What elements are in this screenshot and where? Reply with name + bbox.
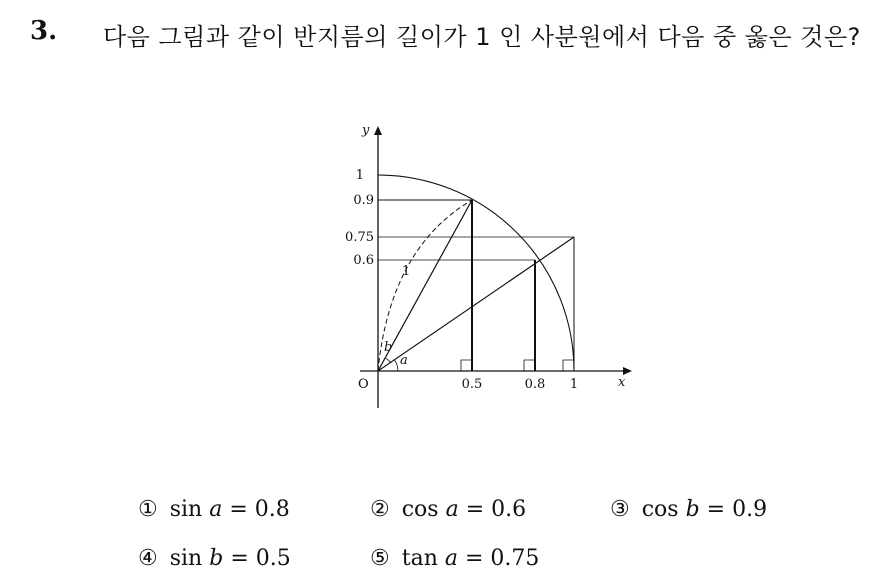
choice-3[interactable]: ③ cos b = 0.9 [610, 497, 768, 522]
choice-5[interactable]: ⑤ tan a = 0.75 [370, 546, 540, 571]
choice-mark: ③ [610, 497, 630, 522]
x-tick-08: 0.8 [524, 377, 546, 392]
right-angle-05 [461, 360, 472, 371]
choice-2[interactable]: ② cos a = 0.6 [370, 497, 527, 522]
choice-mark: ⑤ [370, 546, 390, 571]
y-axis-label: y [362, 123, 370, 138]
choice-1[interactable]: ① sin a = 0.8 [138, 497, 290, 522]
angle-arc-a [395, 360, 399, 371]
y-tick-1: 1 [355, 168, 364, 183]
angle-a-label: a [400, 353, 408, 368]
angle-arc-b [385, 358, 391, 363]
y-axis-arrow [374, 126, 382, 135]
question-text: 다음 그림과 같이 반지름의 길이가 1 인 사분원에서 다음 중 옳은 것은? [103, 23, 861, 51]
x-tick-1: 1 [569, 377, 579, 392]
y-tick-06: 0.6 [353, 253, 374, 268]
angle-b-label: b [384, 340, 393, 355]
ray-to-075 [378, 237, 574, 371]
choice-mark: ② [370, 497, 390, 522]
question-number: 3. [30, 16, 58, 46]
y-tick-09: 0.9 [353, 193, 374, 208]
x-axis-label: x [618, 375, 626, 390]
x-axis-arrow [623, 367, 632, 375]
quarter-circle-figure [320, 118, 650, 418]
choice-4[interactable]: ④ sin b = 0.5 [138, 546, 291, 571]
x-tick-05: 0.5 [461, 377, 483, 392]
choice-mark: ① [138, 497, 158, 522]
origin-label: O [358, 377, 369, 392]
y-tick-075: 0.75 [345, 230, 374, 245]
choice-mark: ④ [138, 546, 158, 571]
right-angle-08 [524, 360, 535, 371]
right-angle-1 [563, 360, 574, 371]
radius-label: 1 [402, 264, 411, 279]
